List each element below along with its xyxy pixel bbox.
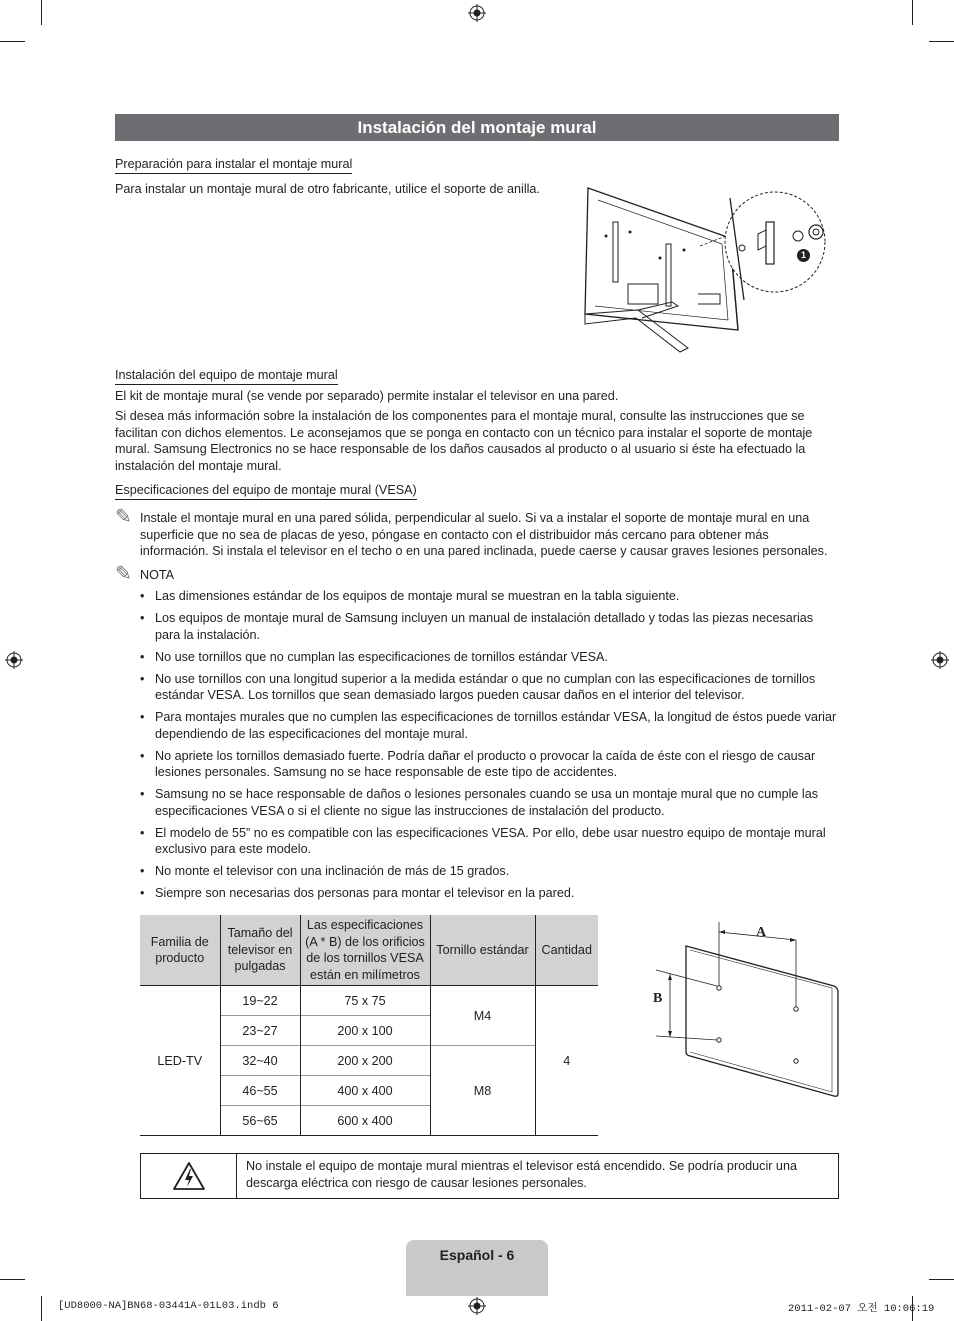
warning-box	[140, 1153, 839, 1199]
list-item: • No apriete los tornillos demasiado fuerte. Podría dañar el producto o provocar la caída de éste con el riesgo de causar lesiones personales. Samsung no se hace responsable de este tipo de accidentes.	[140, 748, 839, 781]
table-header-row	[140, 915, 598, 986]
registration-mark-icon	[468, 1297, 486, 1315]
list-item: • Samsung no se hace responsable de daños o lesiones personales cuando se usa un montaje mural que no cumple las especificaciones VESA o si el cliente no sigue las instrucciones de instalación del producto.	[140, 786, 839, 819]
note-bullet-list	[140, 588, 839, 907]
list-item: • No use tornillos con una longitud superior a la medida estándar o que no cumplan con las especificaciones de tornillos estándar VESA. Los tornillos que sean demasiado largos pueden causar daños en el interior del televisor.	[140, 671, 839, 704]
list-item: • Para montajes murales que no cumplen las especificaciones de tornillos estándar VESA, la longitud de éstos puede variar dependiendo de las especificaciones del montaje mural.	[140, 709, 839, 742]
table-header: Cantidad	[535, 915, 598, 986]
registration-mark-icon	[468, 4, 486, 22]
list-item: • Siempre son necesarias dos personas para montar el televisor en la pared.	[140, 885, 839, 902]
crop-mark	[912, 0, 913, 25]
table-cell-family: LED-TV	[140, 986, 220, 1136]
note-pencil-icon: ✎	[115, 563, 132, 585]
preparation-text: Para instalar un montaje mural de otro fabricante, utilice el soporte de anilla.	[115, 182, 540, 196]
crop-mark	[0, 1279, 25, 1280]
installation-paragraph-2: Si desea más información sobre la instalación de los componentes para el montaje mural, consulte las instrucciones que se facilitan con dichos elementos. Le aconsejamos que se ponga en contacto con un técnico para instalar el soporte de montaje mural. Samsung Electronics no se hace responsable de los daños causados al producto o al usuario si éste ha efectuado la instalación del montaje mural.	[115, 409, 813, 473]
dimension-label-b: B	[653, 991, 663, 1006]
file-info: [UD8000-NA]BN68-03441A-01L03.indb 6	[58, 1300, 279, 1312]
section-heading-preparation: Preparación para instalar el montaje mural	[115, 157, 352, 174]
table-cell-spec: 400 x 400	[300, 1076, 430, 1106]
table-cell-spec: 200 x 200	[300, 1046, 430, 1076]
table-cell-size: 46~55	[220, 1076, 300, 1106]
vesa-dimension-diagram	[650, 918, 840, 1100]
table-header: Tornillo estándar	[430, 915, 535, 986]
section-heading-installation: Instalación del equipo de montaje mural	[115, 368, 338, 385]
table-header: Las especificaciones (A * B) de los orificios de los tornillos VESA están en milímetros	[300, 915, 430, 986]
section-heading-vesa: Especificaciones del equipo de montaje mural (VESA)	[115, 483, 417, 500]
warning-icon-cell	[141, 1154, 237, 1198]
list-item: • El modelo de 55” no es compatible con las especificaciones VESA. Por ello, debe usar nuestro equipo de montaje mural exclusivo para este modelo.	[140, 825, 839, 858]
table-cell-size: 19~22	[220, 986, 300, 1016]
page-number-label: Español - 6	[439, 1247, 515, 1263]
table-cell-size: 56~65	[220, 1106, 300, 1136]
table-cell-spec: 600 x 400	[300, 1106, 430, 1136]
ring-bracket-illustration	[580, 182, 840, 356]
table-row	[140, 986, 598, 1016]
callout-number-1: 1	[797, 249, 810, 262]
table-cell-size: 32~40	[220, 1046, 300, 1076]
table-header: Familia de producto	[140, 915, 220, 986]
note-wall-mount: Instale el montaje mural en una pared sólida, perpendicular al suelo. Si va a instalar el soporte de montaje mural en una superficie que no sea de placas de yeso, póngase en contacto con el distribuidor más cercano para obtener más información. Si instala el televisor en el techo o en una pared inclinada, puede caerse y causar graves lesiones personales.	[140, 511, 828, 558]
vesa-spec-table	[140, 915, 598, 1136]
table-cell-spec: 75 x 75	[300, 986, 430, 1016]
crop-mark	[929, 1279, 954, 1280]
print-timestamp: 2011-02-07 오전 10:06:19	[788, 1303, 935, 1315]
table-cell-screw: M8	[430, 1046, 535, 1136]
registration-mark-icon	[5, 651, 23, 669]
registration-mark-icon	[931, 651, 949, 669]
electric-shock-warning-icon	[172, 1161, 206, 1191]
table-cell-screw: M4	[430, 986, 535, 1046]
crop-mark	[41, 0, 42, 25]
list-item: • Las dimensiones estándar de los equipos de montaje mural se muestran en la tabla siguiente.	[140, 588, 839, 605]
table-cell-spec: 200 x 100	[300, 1016, 430, 1046]
crop-mark	[0, 41, 25, 42]
warning-text: No instale el equipo de montaje mural mientras el televisor está encendido. Se podría producir una descarga eléctrica con riesgo de causar lesiones personales.	[246, 1159, 797, 1190]
table-cell-quantity: 4	[535, 986, 598, 1136]
note-pencil-icon: ✎	[115, 506, 132, 528]
table-cell-size: 23~27	[220, 1016, 300, 1046]
dimension-label-a: A	[756, 925, 767, 940]
list-item: • Los equipos de montaje mural de Samsung incluyen un manual de instalación detallado y todas las piezas necesarias para la instalación.	[140, 610, 839, 643]
note-label: NOTA	[140, 568, 175, 582]
installation-paragraph-1: El kit de montaje mural (se vende por separado) permite instalar el televisor en una pared.	[115, 389, 619, 403]
crop-mark	[929, 41, 954, 42]
table-header: Tamaño del televisor en pulgadas	[220, 915, 300, 986]
list-item: • No monte el televisor con una inclinación de más de 15 grados.	[140, 863, 839, 880]
page-title: Instalación del montaje mural	[115, 114, 839, 141]
list-item: • No use tornillos que no cumplan las especificaciones de tornillos estándar VESA.	[140, 649, 839, 666]
crop-mark	[41, 1296, 42, 1321]
